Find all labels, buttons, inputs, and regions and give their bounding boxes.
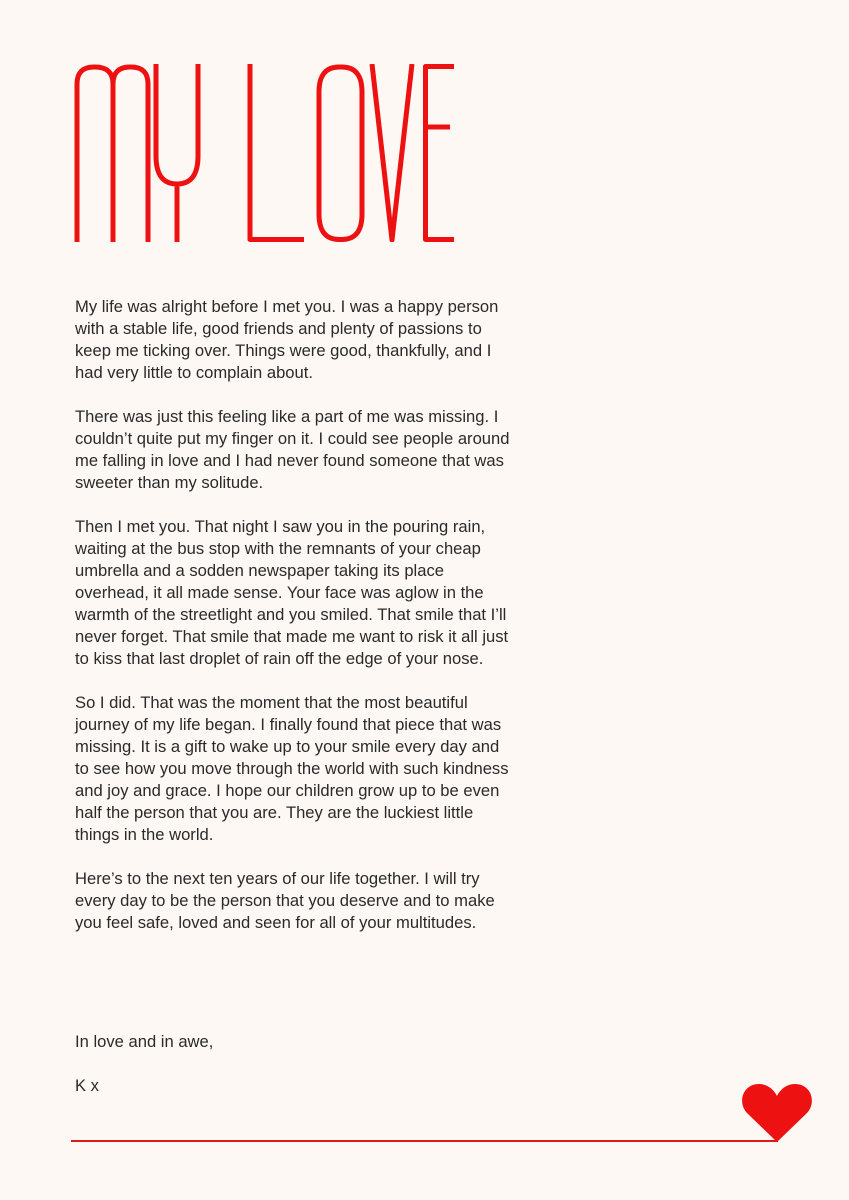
letter-paragraph: My life was alright before I met you. I was a happy person with a stable life, good friends and plenty of passions to keep me ticking over. Things were good, thankfully, and I had very little to complain about. — [75, 297, 499, 382]
letter-paragraph: There was just this feeling like a part of me was missing. I couldn’t quite put my finger on it. I could see people around me falling in love and I had never found someone that was sweeter than my solitude. — [75, 407, 510, 492]
title-letter-o — [319, 67, 362, 240]
footer-divider — [71, 1140, 778, 1142]
title-letter-e — [426, 67, 455, 240]
title-letter-m — [77, 67, 148, 242]
letter-paragraph: Here’s to the next ten years of our life together. I will try every day to be the person that you deserve and to make you feel safe, loved and seen for all of your multitudes. — [75, 869, 495, 932]
letter-paragraph: So I did. That was the moment that the most beautiful journey of my life began. I finally found that piece that was missing. It is a gift to wake up to your smile every day and to see how you move through the world with such kindness and joy and grace. I hope our children grow up to be even half the person that you are. They are the luckiest little things in the world. — [75, 693, 509, 844]
signature: K x — [75, 1076, 99, 1095]
title-lettering — [74, 64, 458, 242]
heart-icon — [741, 1082, 813, 1144]
closing-line: In love and in awe, — [75, 1032, 214, 1051]
title-letter-l — [250, 64, 304, 240]
letter-body — [75, 296, 515, 956]
title-letter-v — [372, 64, 412, 240]
letter-signoff — [75, 1031, 213, 1119]
letter-paragraph: Then I met you. That night I saw you in the pouring rain, waiting at the bus stop with the remnants of your cheap umbrella and a sodden newspaper taking its place overhead, it all made sense. Your face was aglow in the warmth of the streetlight and you smiled. That smile that I’ll never forget. That smile that made me want to risk it all just to kiss that last droplet of rain off the edge of your nose. — [75, 517, 509, 668]
page-title-text — [0, 0, 1, 1]
title-letter-y — [156, 64, 198, 242]
